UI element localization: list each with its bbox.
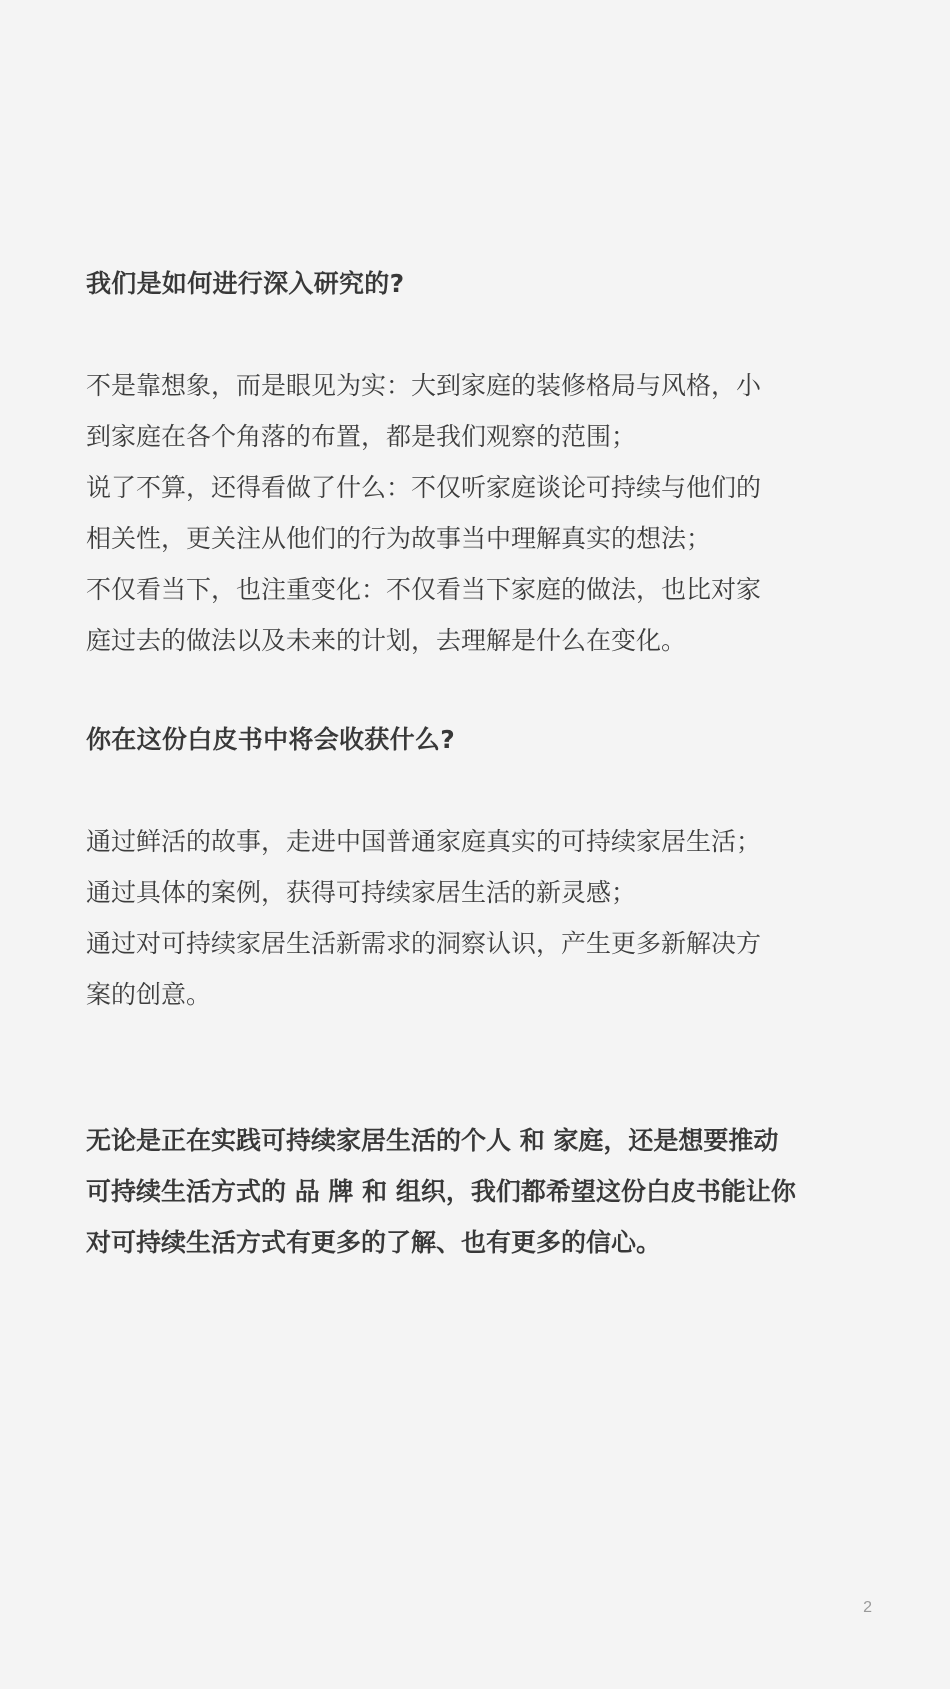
paragraph-line: 通过鲜活的故事，走进中国普通家庭真实的可持续家居生活； — [86, 827, 762, 856]
paragraph-line: 不仅看当下，也注重变化：不仅看当下家庭的做法，也比对家 — [86, 575, 762, 604]
closing-statement — [86, 1115, 876, 1268]
paragraph-line: 通过具体的案例，获得可持续家居生活的新灵感； — [86, 878, 637, 907]
section-heading-gains: 你在这份白皮书中将会收获什么? — [86, 725, 456, 754]
paragraph-line: 到家庭在各个角落的布置，都是我们观察的范围； — [86, 422, 637, 451]
paragraph-line: 说了不算，还得看做了什么：不仅听家庭谈论可持续与他们的 — [86, 473, 762, 502]
gains-paragraph — [86, 816, 876, 1020]
page-number: 2 — [863, 1599, 872, 1616]
paragraph-line: 相关性，更关注从他们的行为故事当中理解真实的想法； — [86, 524, 712, 553]
closing-line: 可持续生活方式的 品 牌 和 组织，我们都希望这份白皮书能让你 — [86, 1177, 796, 1206]
research-paragraph — [86, 360, 876, 666]
paragraph-line: 庭过去的做法以及未来的计划，去理解是什么在变化。 — [86, 626, 687, 655]
paragraph-line: 通过对可持续家居生活新需求的洞察认识，产生更多新解决方 — [86, 929, 762, 958]
paragraph-line: 不是靠想象，而是眼见为实：大到家庭的装修格局与风格，小 — [86, 371, 762, 400]
closing-line: 对可持续生活方式有更多的了解、也有更多的信心。 — [86, 1228, 662, 1257]
closing-line: 无论是正在实践可持续家居生活的个人 和 家庭，还是想要推动 — [86, 1126, 779, 1155]
section-heading-research: 我们是如何进行深入研究的? — [86, 269, 405, 298]
paragraph-line: 案的创意。 — [86, 980, 212, 1009]
document-page — [86, 0, 876, 1689]
